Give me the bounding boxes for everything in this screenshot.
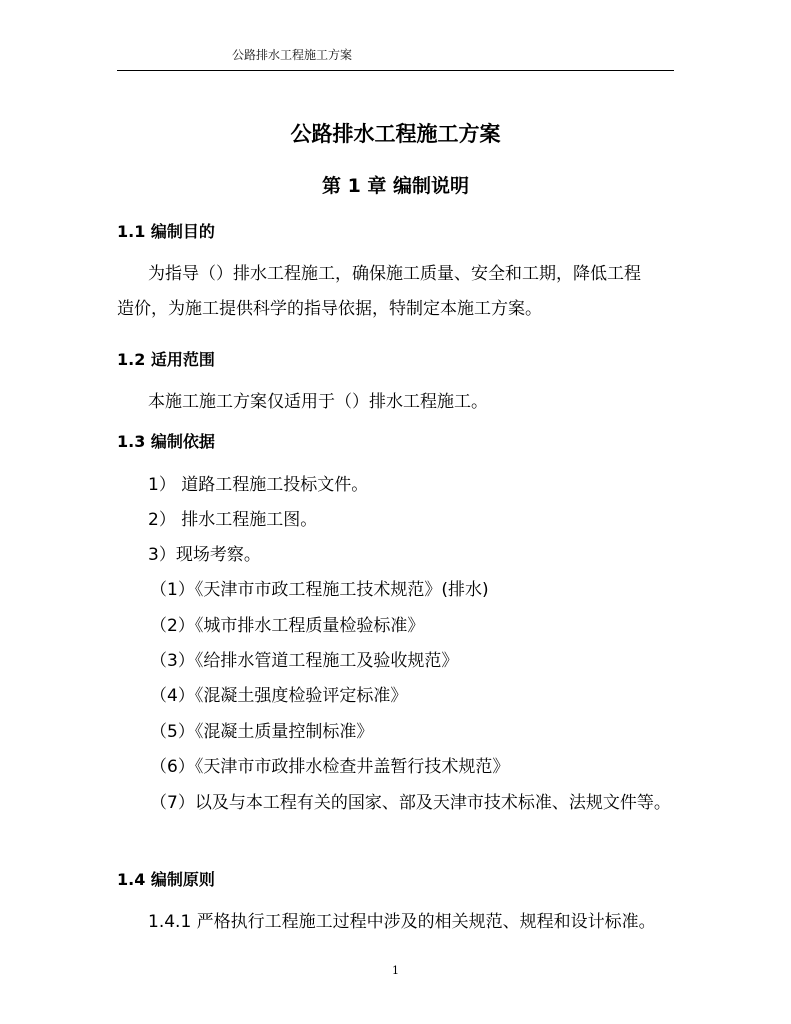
list-item: （2）《城市排水工程质量检验标准》 [150, 616, 425, 636]
document-title: 公路排水工程施工方案 [290, 122, 501, 146]
paragraph-line: 本施工施工方案仅适用于（）排水工程施工。 [148, 392, 488, 412]
list-item: （6）《天津市市政排水检查井盖暂行技术规范》 [150, 757, 510, 777]
page-number: 1 [392, 964, 399, 977]
header-divider [117, 70, 674, 71]
paragraph-line: 为指导（）排水工程施工，确保施工质量、安全和工期，降低工程 [148, 264, 641, 284]
list-item: 2） 排水工程施工图。 [148, 510, 318, 530]
paragraph-line: 造价，为施工提供科学的指导依据，特制定本施工方案。 [117, 299, 542, 319]
chapter-title: 第 1 章 编制说明 [321, 175, 470, 197]
section-heading-1-3: 1.3 编制依据 [117, 432, 215, 451]
section-heading-1-1: 1.1 编制目的 [117, 222, 215, 241]
list-item: 1） 道路工程施工投标文件。 [148, 475, 369, 495]
list-item: （5）《混凝土质量控制标准》 [150, 722, 374, 742]
section-heading-1-2: 1.2 适用范围 [117, 350, 215, 369]
list-item: 3）现场考察。 [148, 545, 261, 565]
paragraph-line: 1.4.1 严格执行工程施工过程中涉及的相关规范、规程和设计标准。 [148, 912, 656, 932]
section-heading-1-4: 1.4 编制原则 [117, 870, 215, 889]
list-item: （4）《混凝土强度检验评定标准》 [150, 686, 408, 706]
list-item: （7）以及与本工程有关的国家、部及天津市技术标准、法规文件等。 [150, 793, 671, 813]
list-item: （3）《给排水管道工程施工及验收规范》 [150, 651, 459, 671]
list-item: （1）《天津市市政工程施工技术规范》(排水) [150, 580, 489, 600]
running-header: 公路排水工程施工方案 [232, 48, 353, 62]
